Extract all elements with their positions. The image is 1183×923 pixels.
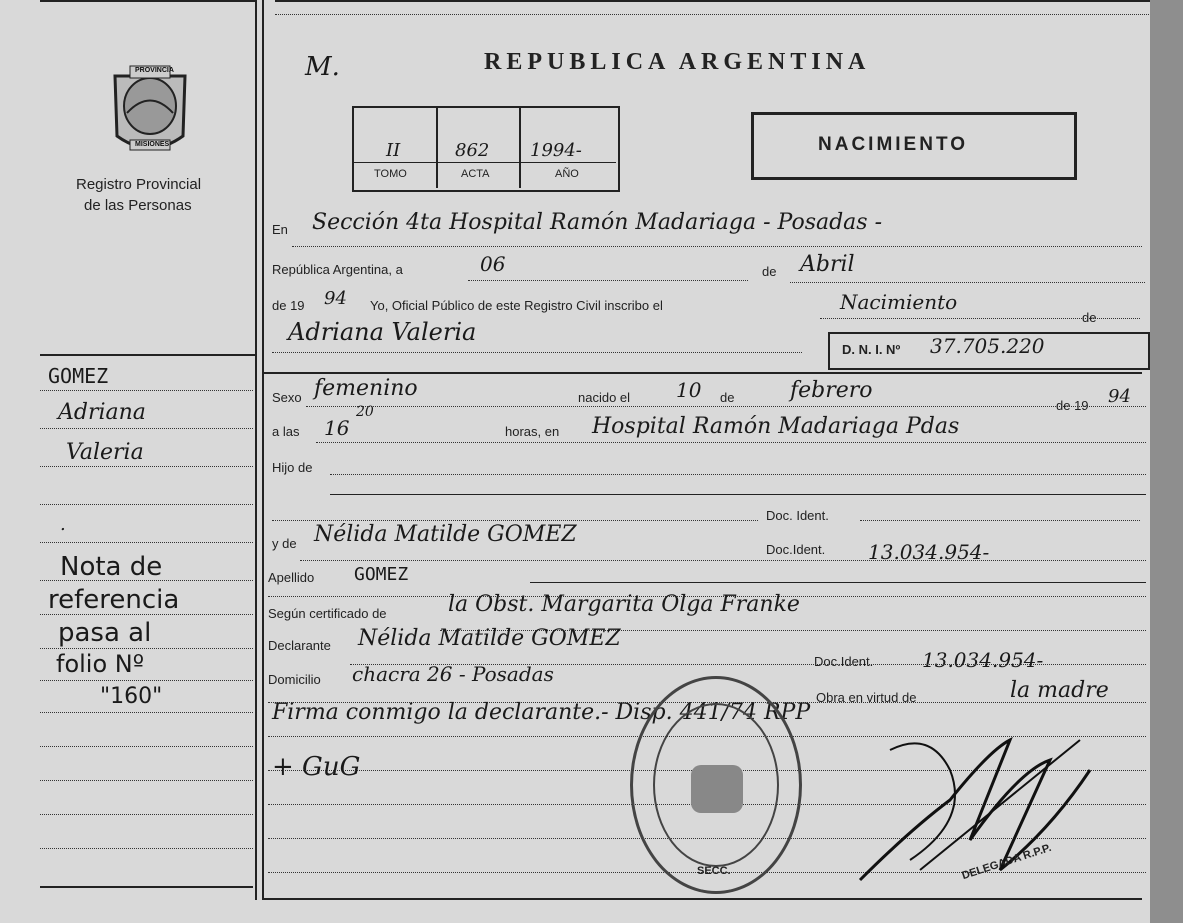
- record-type-title: NACIMIENTO: [818, 134, 968, 155]
- form-line: [330, 474, 1146, 475]
- form-left-border: [262, 0, 264, 900]
- alas-label: a las: [272, 424, 300, 439]
- acta-value: 862: [455, 140, 490, 161]
- margin-line: [40, 542, 253, 543]
- child-name: Adriana Valeria: [288, 318, 477, 346]
- yo-text: Yo, Oficial Público de este Registro Civil inscribo el: [370, 298, 663, 313]
- doc-label-b: Ident.: [792, 542, 826, 557]
- declarante-label: Declarante: [268, 638, 331, 653]
- doc-label-a: Doc.: [766, 542, 793, 557]
- act-value: Nacimiento: [840, 290, 958, 314]
- ref-box-label-rule: [354, 162, 616, 163]
- declarante-doc-value: 13.034.954-: [922, 648, 1044, 672]
- certificate-value: la Obst. Margarita Olga Franke: [448, 592, 800, 617]
- margin-bottom-rule: [40, 886, 253, 888]
- birth-day: 10: [676, 378, 702, 402]
- form-line: [790, 282, 1145, 283]
- officer-stamp: DELEGADA R.P.P.: [960, 841, 1053, 883]
- seal-text: SECC.: [697, 865, 731, 877]
- sexo-label: Sexo: [272, 390, 302, 405]
- tomo-value: II: [386, 140, 401, 161]
- month-value: Abril: [800, 252, 855, 277]
- day-value: 06: [480, 252, 506, 276]
- country-title: REPUBLICA ARGENTINA: [484, 49, 871, 75]
- nacido-label: nacido el: [578, 390, 631, 405]
- firma-text: Firma conmigo la declarante.- Disp. 441/74 RPP: [272, 700, 811, 725]
- de19-label: de 19: [1056, 398, 1089, 413]
- top-rule-right: [275, 0, 1155, 2]
- sexo-value: femenino: [314, 376, 418, 401]
- horas-label: horas, en: [505, 424, 560, 439]
- margin-line: [40, 780, 253, 781]
- margin-line: [40, 504, 253, 505]
- left-column-divider: [255, 0, 257, 900]
- corner-mark: M.: [305, 52, 340, 82]
- year-prefix: de 19: [272, 298, 305, 313]
- domicilio-label: Domicilio: [268, 672, 321, 687]
- form-line: [300, 560, 1146, 561]
- ref-box-divider: [436, 108, 438, 188]
- ano-label: AÑO: [555, 168, 579, 180]
- doc-label-a: Doc.: [814, 654, 841, 669]
- margin-line: [40, 712, 253, 713]
- registry-name-line2: de las Personas: [84, 197, 192, 214]
- mother-signature: + GuG: [272, 752, 361, 782]
- form-line: [272, 520, 758, 521]
- margin-line: [40, 814, 253, 815]
- form-line-solid: [330, 494, 1146, 495]
- top-rule-left: [40, 0, 255, 2]
- de-label-2: de: [1082, 310, 1097, 325]
- margin-line: [40, 746, 253, 747]
- margin-note-line4: folio Nº: [56, 650, 145, 678]
- seal-emblem: [691, 765, 743, 813]
- margin-dot: .: [60, 514, 66, 535]
- margin-surname: GOMEZ: [48, 364, 109, 388]
- declarante-doc-label: [814, 654, 873, 669]
- margin-line: [40, 848, 253, 849]
- margin-header-rule: [40, 354, 255, 356]
- margin-line: [40, 466, 253, 467]
- tomo-label: TOMO: [374, 168, 407, 180]
- hour-value: 16: [324, 416, 350, 440]
- hijo-label: Hijo de: [272, 460, 313, 475]
- yde-label: y de: [272, 536, 297, 551]
- form-line: [820, 318, 1140, 319]
- margin-note-line2: referencia: [48, 585, 180, 615]
- form-line: [860, 520, 1140, 521]
- margin-line: [40, 580, 253, 581]
- de-label-3: de: [720, 390, 735, 405]
- margin-line: [40, 428, 253, 429]
- margin-note-line5: "160": [100, 684, 163, 709]
- republica-label: República Argentina, a: [272, 262, 403, 277]
- ref-box-divider: [519, 108, 521, 188]
- de-label: de: [762, 264, 777, 279]
- emblem-top-text: PROVINCIA: [135, 67, 174, 74]
- form-line-solid: [530, 582, 1146, 583]
- registry-name-line1: Registro Provincial: [76, 176, 202, 193]
- form-line: [468, 280, 748, 281]
- birth-month: febrero: [790, 378, 873, 403]
- margin-line: [40, 648, 253, 649]
- father-doc-label: Doc. Ident.: [766, 508, 829, 523]
- form-line: [316, 442, 1146, 443]
- misiones-emblem: [105, 58, 195, 160]
- margin-first-name: Adriana: [58, 400, 146, 425]
- segun-label: Según certificado de: [268, 606, 387, 621]
- form-section-rule: [262, 372, 1142, 374]
- obra-label: Obra en virtud de: [816, 690, 917, 705]
- top-dotted-rule: [275, 14, 1155, 15]
- ano-value: 1994-: [530, 140, 582, 161]
- form-line: [272, 352, 802, 353]
- mother-name: Nélida Matilde GOMEZ: [314, 522, 577, 547]
- obra-value: la madre: [1010, 678, 1109, 703]
- domicilio-value: chacra 26 - Posadas: [352, 662, 554, 686]
- margin-note-line1: Nota de: [60, 552, 163, 582]
- mother-doc-label: [766, 542, 825, 557]
- birth-year: 94: [1108, 386, 1131, 407]
- margin-line: [40, 614, 253, 615]
- margin-line: [40, 390, 253, 391]
- margin-second-name: Valeria: [66, 440, 144, 465]
- apellido-label: Apellido: [268, 570, 315, 585]
- en-value: Sección 4ta Hospital Ramón Madariaga - Posadas -: [312, 210, 883, 235]
- declarante-value: Nélida Matilde GOMEZ: [358, 626, 621, 651]
- mother-doc-value: 13.034.954-: [868, 540, 990, 564]
- en-label: En: [272, 222, 288, 237]
- acta-label: ACTA: [461, 168, 490, 180]
- apellido-value: GOMEZ: [354, 564, 409, 585]
- dni-label: D. N. I. Nº: [842, 342, 901, 357]
- dni-value: 37.705.220: [930, 334, 1045, 358]
- doc-label-b: Ident.: [840, 654, 874, 669]
- form-line: [292, 246, 1142, 247]
- margin-note-line3: pasa al: [58, 618, 152, 648]
- emblem-bottom-text: MISIONES: [135, 141, 170, 148]
- year-value: 94: [324, 288, 347, 309]
- minute-value: 20: [356, 404, 374, 420]
- official-seal: [630, 676, 802, 894]
- form-line: [306, 406, 1146, 407]
- margin-line: [40, 680, 253, 681]
- place-value: Hospital Ramón Madariaga Pdas: [592, 414, 960, 439]
